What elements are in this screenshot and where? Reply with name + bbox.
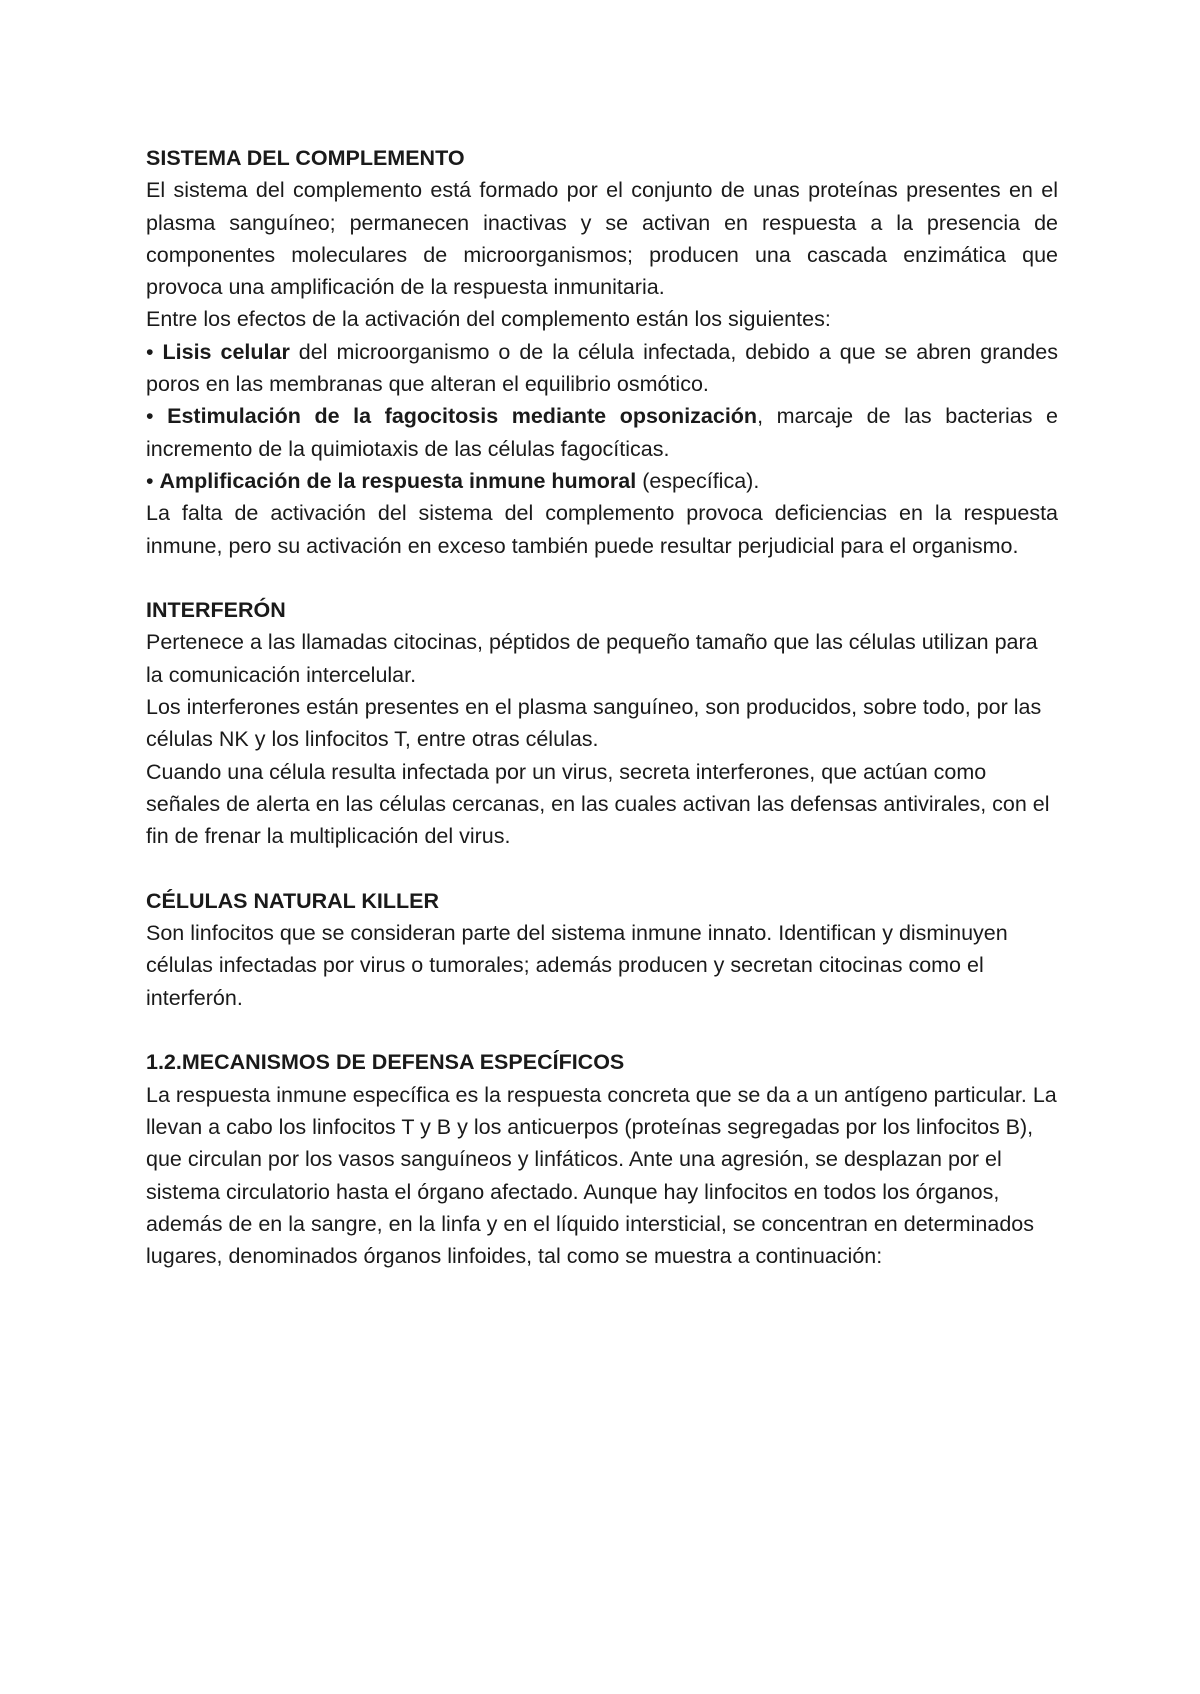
paragraph: La falta de activación del sistema del complemento provoca deficiencias en la respuesta inmune, pero su activación en exceso también puede resultar perjudicial para el organismo. [146,501,1058,558]
bullet-bold-term: Amplificación de la respuesta inmune humoral [159,468,637,493]
bullet-marker: • [146,404,168,429]
section-celulas-nk [146,885,1058,1014]
paragraph: El sistema del complemento está formado por el conjunto de unas proteínas presentes en el plasma sanguíneo; permanecen inactivas y se activan en respuesta a la presencia de componentes moleculares de microorganismos; producen una cascada enzimática que provoca una amplificación de la respuesta inmunitaria. [146,178,1058,300]
paragraph: Son linfocitos que se consideran parte del sistema inmune innato. Identifican y disminuyen células infectadas por virus o tumorales; además producen y secretan citocinas como el interferón. [146,921,1008,1010]
paragraph: Pertenece a las llamadas citocinas, péptidos de pequeño tamaño que las células utilizan para la comunicación intercelular. [146,630,1038,687]
bullet-text: , marcaje de las bacterias e incremento de la quimiotaxis de las células fagocíticas. [146,404,1058,461]
document-page [146,142,1058,1272]
paragraph: Cuando una célula resulta infectada por un virus, secreta interferones, que actúan como señales de alerta en las células cercanas, en las cuales activan las defensas antivirales, con el fin de frenar la multiplicación del virus. [146,759,1050,849]
section-sistema-complemento [146,142,1058,562]
paragraph: Entre los efectos de la activación del complemento están los siguientes: [146,307,831,332]
bullet-bold-term: Estimulación de la fagocitosis mediante opsonización [167,404,758,429]
bullet-bold-term: Lisis celular [162,339,290,364]
section-heading: INTERFERÓN [146,598,286,623]
bullet-marker: • [146,468,160,493]
bullet-text: del microorganismo o de la célula infectada, debido a que se abren grandes poros en las membranas que alteran el equilibrio osmótico. [146,339,1058,397]
bullet-text: (específica). [636,468,760,493]
bullet-item [146,336,1058,401]
section-mecanismos-especificos [146,1046,1058,1272]
paragraph: Los interferones están presentes en el plasma sanguíneo, son producidos, sobre todo, por las células NK y los linfocitos T, entre otras células. [146,695,1042,752]
paragraph: La respuesta inmune específica es la respuesta concreta que se da a un antígeno particular. La llevan a cabo los linfocitos T y B y los anticuerpos (proteínas segregadas por los linfocitos B), que circulan por los vasos sanguíneos y linfáticos. Ante una agresión, se desplazan por el sistema circulatorio hasta el órgano afectado. Aunque hay linfocitos en todos los órganos, además de en la sangre, en la linfa y en el líquido intersticial, se concentran en determinados lugares, denominados órganos linfoides, tal como se muestra a continuación: [146,1082,1057,1269]
section-heading: 1.2.MECANISMOS DE DEFENSA ESPECÍFICOS [146,1050,625,1075]
section-heading: CÉLULAS NATURAL KILLER [146,888,440,913]
section-heading: SISTEMA DEL COMPLEMENTO [146,146,465,170]
bullet-marker: • [146,339,163,364]
bullet-item [146,400,1058,465]
section-interferon [146,594,1058,852]
bullet-item [146,465,1058,497]
